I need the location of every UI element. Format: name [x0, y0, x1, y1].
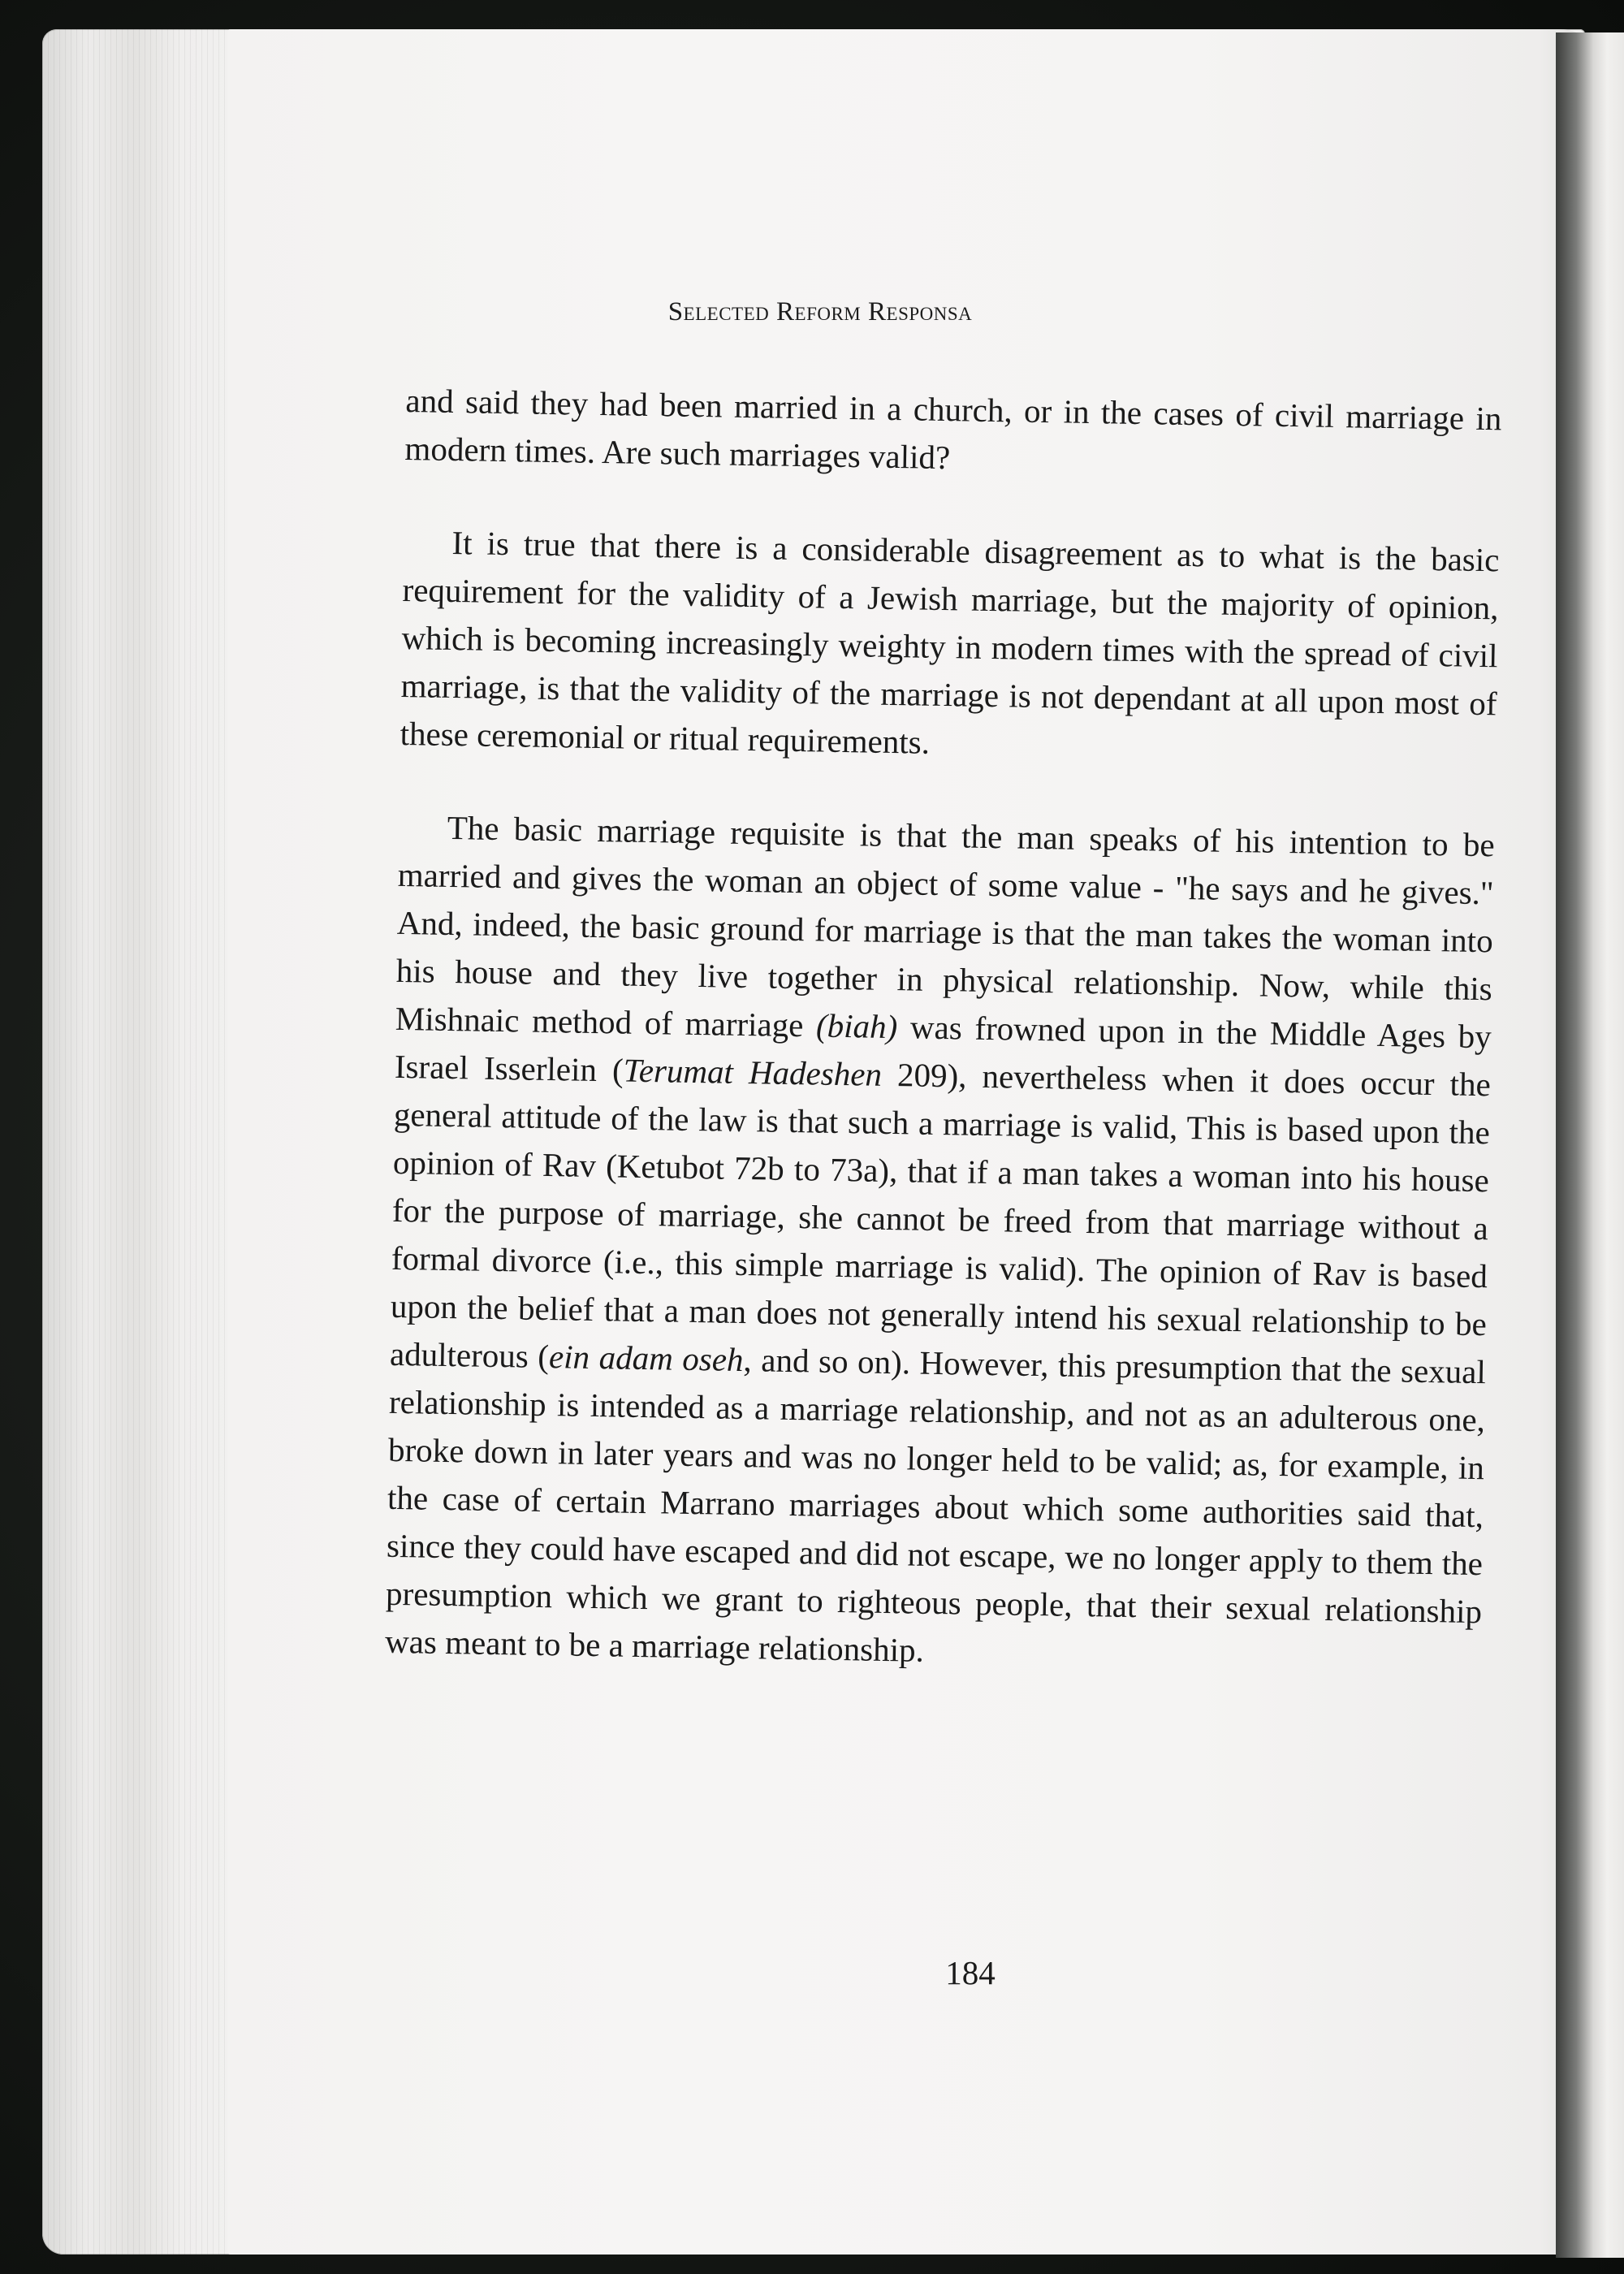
paragraph-3-text-c: 209), nevertheless when it does occur the general attitude of the law is that such a marriage is valid, This is based upon the opinion of Rav (Ketubot 72b to 73a), that if a man takes a woman into his house for the purpose of marriage, she cannot be freed from that marriage without a formal divorce (i.e., this simple marriage is valid). The opinion of Rav is based upon the belief that a man does not generally intend his sexual relationship to be adulterous ( — [389, 1055, 1492, 1376]
title-terumat-hadeshen: Terumat Hadeshen — [623, 1051, 883, 1093]
paragraph-1 — [404, 377, 1502, 491]
term-ein-adam-oseh: ein adam oseh — [548, 1338, 744, 1379]
term-biah: (biah) — [815, 1006, 898, 1046]
body-text — [385, 377, 1502, 1684]
page-number: 184 — [945, 1954, 996, 1991]
paragraph-3-text-b: was frowned upon in the Middle Ages by Israel Isserlein ( — [394, 1008, 1492, 1089]
paragraph-1-text: and said they had been married in a church, or in the cases of civil marriage in modern times. Are such marriages valid? — [404, 381, 1502, 477]
paragraph-2 — [400, 518, 1500, 776]
book-spine — [1556, 32, 1624, 2258]
paragraph-3-text-a: The basic marriage requisite is that the man speaks of his intention to be married and gives the woman an object of some value - "he says and he gives." And, indeed, the basic ground for marriage is that the man takes the woman into his house and they live together in physical relationship. Now, while this Mishnaic method of marriage — [395, 808, 1496, 1044]
paragraph-2-text: It is true that there is a considerable disagreement as to what is the basic requirement for the validity of a Jewish marriage, but the majority of opinion, which is becoming increasingly weighty in modern times with the spread of civil marriage, is that the validity of the marriage is not dependant at all upon most of these ceremonial or ritual requirements. — [400, 523, 1500, 761]
page-edges — [42, 29, 229, 2255]
paragraph-3 — [385, 803, 1495, 1684]
paragraph-3-text-d: , and so on). However, this presumption that the sexual relationship is intended as a marriage relationship, and not as an adulterous one, broke down in later years and was no longer held to be valid; as, for example, in the case of certain Marrano marriages about which some authorities said that, since they could have escaped and did not escape, we no longer apply to them the presumption which we grant to righteous people, that their sexual relationship was meant to be a marriage relationship. — [384, 1341, 1487, 1669]
running-header: Selected Reform Responsa — [667, 297, 973, 326]
